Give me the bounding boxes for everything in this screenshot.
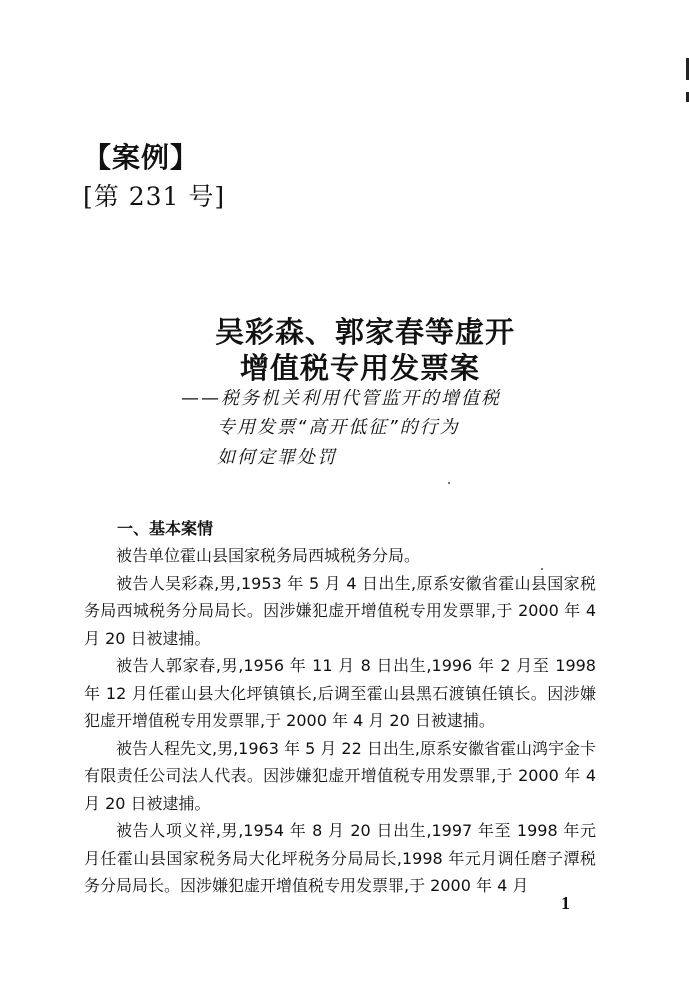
title-line-1: 吴彩森、郭家春等虚开	[215, 315, 516, 349]
title-line-2: 增值税专用发票案	[240, 351, 481, 385]
section-heading: 一、基本案情	[117, 519, 214, 538]
paragraph: 被告人程先文,男,1963 年 5 月 22 日出生,原系安徽省霍山鸿宇金卡有限责任公司法人代表。因涉嫌犯虚开增值税专用发票罪,于 2000 年 4 月 20 日被逮捕。	[84, 738, 596, 813]
page-number: 1	[561, 893, 570, 913]
scan-speck	[541, 568, 543, 570]
subtitle-line-3: 如何定罪处罚	[217, 447, 337, 468]
case-number: [第 231 号]	[83, 182, 226, 211]
paragraph: 被告人郭家春,男,1956 年 11 月 8 日出生,1996 年 2 月至 1998 年 12 月任霍山县大化坪镇镇长,后调至霍山县黑石渡镇任镇长。因涉嫌犯虚开增值税专用发票罪,于 2000 年 4 月 20 日被逮捕。	[84, 656, 596, 730]
paragraph: 被告人吴彩森,男,1953 年 5 月 4 日出生,原系安徽省霍山县国家税务局西城税务分局局长。因涉嫌犯虚开增值税专用发票罪,于 2000 年 4 月 20 日被逮捕。	[84, 573, 596, 648]
subtitle-line-1: ——税务机关利用代管监开的增值税	[181, 388, 501, 409]
subtitle-line-2: 专用发票“高开低征”的行为	[217, 417, 460, 438]
paragraph: 被告单位霍山县国家税务局西城税务分局。	[116, 546, 421, 565]
case-tag: 【案例】	[83, 141, 200, 174]
body-text	[84, 542, 596, 900]
paragraph: 被告人项义祥,男,1954 年 8 月 20 日出生,1997 年至 1998 年元月任霍山县国家税务局大化坪税务分局局长,1998 年元月调任磨子潭税务分局局长。因涉嫌犯虚开增值税专用发票罪,于 2000 年 4 月	[84, 821, 596, 895]
scan-speck	[448, 482, 450, 484]
